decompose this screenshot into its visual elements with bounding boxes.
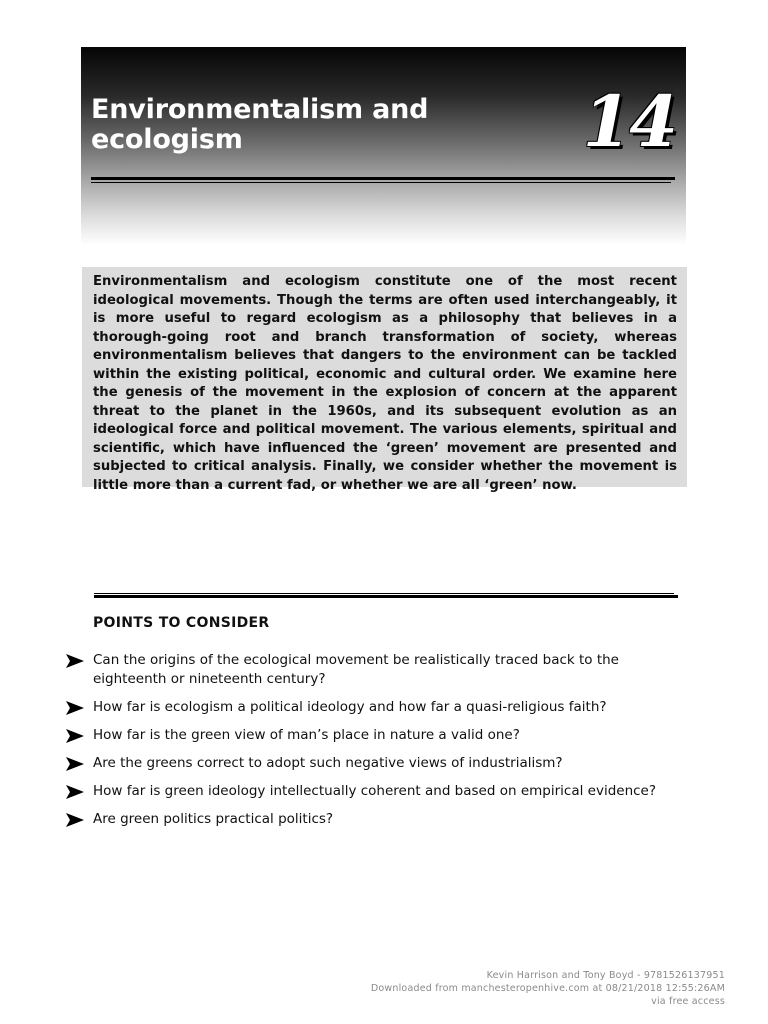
- point-text: How far is the green view of man’s place in nature a valid one?: [93, 727, 520, 743]
- arrowhead-bullet-icon: [66, 785, 84, 799]
- point-text: Can the origins of the ecological movement be realistically traced back to the eighteenth or nineteenth century?: [93, 652, 619, 687]
- arrowhead-bullet-icon: [66, 813, 84, 827]
- point-item-4: [66, 754, 666, 773]
- point-item-6: [66, 810, 666, 829]
- chapter-title-line1: Environmentalism and: [91, 94, 429, 125]
- point-text: How far is green ideology intellectually coherent and based on empirical evidence?: [93, 783, 657, 799]
- banner-rule: [91, 177, 675, 180]
- chapter-abstract-text: Environmentalism and ecologism constitute one of the most recent ideological movements. Though the terms are often used interchangeably, it is more useful to regard ecologism as a philosophy that believes in a thorough-going root and branch transformation of society, whereas environmentalism believes that dangers to the environment can be tackled within the existing political, economic and cultural order. We examine here the genesis of the movement in the explosion of concern at the apparent threat to the planet in the 1960s, and its subsequent evolution as an ideological force and political movement. The various elements, spiritual and scientific, which have influenced the ‘green’ movement are presented and subjected to critical analysis. Finally, we consider whether the movement is little more than a current fad, or whether we are all ‘green’ now.: [93, 274, 677, 493]
- point-item-1: [66, 651, 666, 689]
- banner-rule-thin: [91, 182, 671, 183]
- footer-line-authors: Kevin Harrison and Tony Boyd - 9781526137951: [486, 970, 725, 981]
- point-item-3: [66, 726, 666, 745]
- arrowhead-bullet-icon: [66, 729, 84, 743]
- footer-line-access: via free access: [651, 996, 725, 1007]
- point-text: Are green politics practical politics?: [93, 811, 334, 827]
- download-footer: [371, 969, 725, 1008]
- point-text: Are the greens correct to adopt such negative views of industrialism?: [93, 755, 563, 771]
- arrowhead-bullet-icon: [66, 701, 84, 715]
- arrowhead-bullet-icon: [66, 654, 84, 668]
- chapter-number: 14: [582, 80, 676, 163]
- chapter-title-line2: ecologism: [91, 124, 243, 155]
- section-rule: [94, 595, 678, 598]
- footer-line-download: Downloaded from manchesteropenhive.com at 08/21/2018 12:55:26AM: [370, 983, 725, 994]
- point-item-5: [66, 782, 666, 801]
- point-text: How far is ecologism a political ideology and how far a quasi-religious faith?: [93, 699, 607, 715]
- chapter-banner: [81, 47, 686, 245]
- section-rule-thin: [94, 593, 674, 594]
- chapter-abstract-box: [82, 267, 687, 493]
- points-heading: POINTS TO CONSIDER: [93, 615, 270, 631]
- point-item-2: [66, 698, 666, 717]
- points-list: [66, 651, 666, 838]
- chapter-title: [91, 95, 491, 155]
- arrowhead-bullet-icon: [66, 757, 84, 771]
